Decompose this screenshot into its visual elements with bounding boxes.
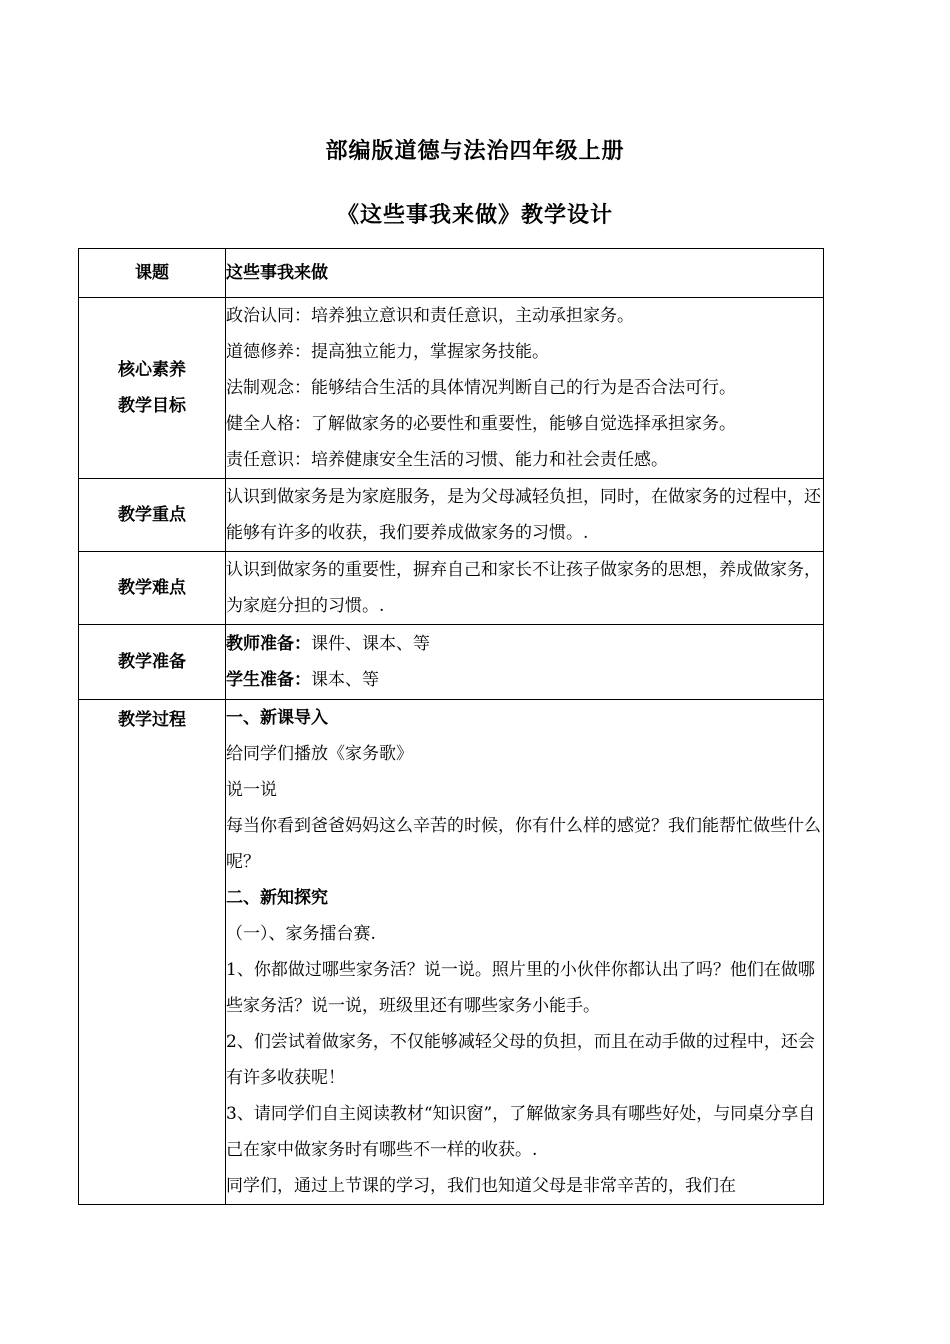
value-process (226, 700, 824, 1205)
value-core (226, 298, 824, 479)
process-para-1: 给同学们播放《家务歌》 (226, 744, 413, 764)
process-heading-2: 二、新知探究 (226, 888, 328, 908)
process-heading-1: 一、新课导入 (226, 708, 328, 728)
core-line-4: 健全人格：了解做家务的必要性和重要性，能够自觉选择承担家务。 (226, 414, 736, 434)
core-line-5: 责任意识：培养健康安全生活的习惯、能力和社会责任感。 (226, 450, 668, 470)
doc-title: 部编版道德与法治四年级上册 (325, 139, 625, 164)
value-topic: 这些事我来做 (226, 249, 824, 298)
process-para-7: 3、请同学们自主阅读教材“知识窗”，了解做家务具有哪些好处，与同桌分享自己在家中做家务时有哪些不一样的收获。. (226, 1104, 816, 1160)
label-prep: 教学准备 (79, 625, 226, 700)
key-text: 认识到做家务是为家庭服务，是为父母减轻负担，同时，在做家务的过程中，还能够有许多的收获，我们要养成做家务的习惯。. (226, 487, 821, 543)
row-difficult (79, 552, 824, 625)
row-topic (79, 249, 824, 298)
prep-teacher-label: 教师准备： (226, 634, 311, 654)
label-core-line2: 教学目标 (118, 396, 186, 416)
process-para-2: 说一说 (226, 780, 277, 800)
prep-student (226, 662, 823, 698)
prep-teacher (226, 626, 823, 662)
process-para-6: 2、们尝试着做家务，不仅能够减轻父母的负担，而且在动手做的过程中，还会有许多收获呢！ (226, 1032, 815, 1088)
difficult-text: 认识到做家务的重要性，摒弃自己和家长不让孩子做家务的思想，养成做家务，为家庭分担的习惯。. (226, 560, 821, 616)
row-key (79, 479, 824, 552)
label-difficult: 教学难点 (79, 552, 226, 625)
row-core (79, 298, 824, 479)
prep-teacher-value: 课件、课本、等 (311, 634, 430, 654)
label-core-line1: 核心素养 (118, 360, 186, 380)
process-para-3: 每当你看到爸爸妈妈这么辛苦的时候，你有什么样的感觉？我们能帮忙做些什么呢？ (226, 816, 821, 872)
core-line-2: 道德修养：提高独立能力，掌握家务技能。 (226, 342, 549, 362)
process-para-5: 1、你都做过哪些家务活？说一说。照片里的小伙伴你都认出了吗？他们在做哪些家务活？说一说，班级里还有哪些家务小能手。 (226, 960, 815, 1016)
lesson-plan-table (78, 248, 824, 1205)
row-process (79, 700, 824, 1205)
prep-student-label: 学生准备： (226, 670, 311, 690)
label-core (79, 298, 226, 479)
prep-student-value: 课本、等 (311, 670, 379, 690)
core-line-1: 政治认同：培养独立意识和责任意识，主动承担家务。 (226, 306, 634, 326)
value-difficult (226, 552, 824, 625)
core-line-3: 法制观念：能够结合生活的具体情况判断自己的行为是否合法可行。 (226, 378, 736, 398)
doc-subtitle: 《这些事我来做》教学设计 (336, 203, 613, 228)
value-prep (226, 625, 824, 700)
label-topic: 课题 (79, 249, 226, 298)
label-process: 教学过程 (79, 700, 226, 1205)
label-key: 教学重点 (79, 479, 226, 552)
row-prep (79, 625, 824, 700)
process-para-8: 同学们，通过上节课的学习，我们也知道父母是非常辛苦的，我们在 (226, 1176, 736, 1196)
value-key (226, 479, 824, 552)
process-para-4: （一）、家务擂台赛. (226, 924, 376, 944)
